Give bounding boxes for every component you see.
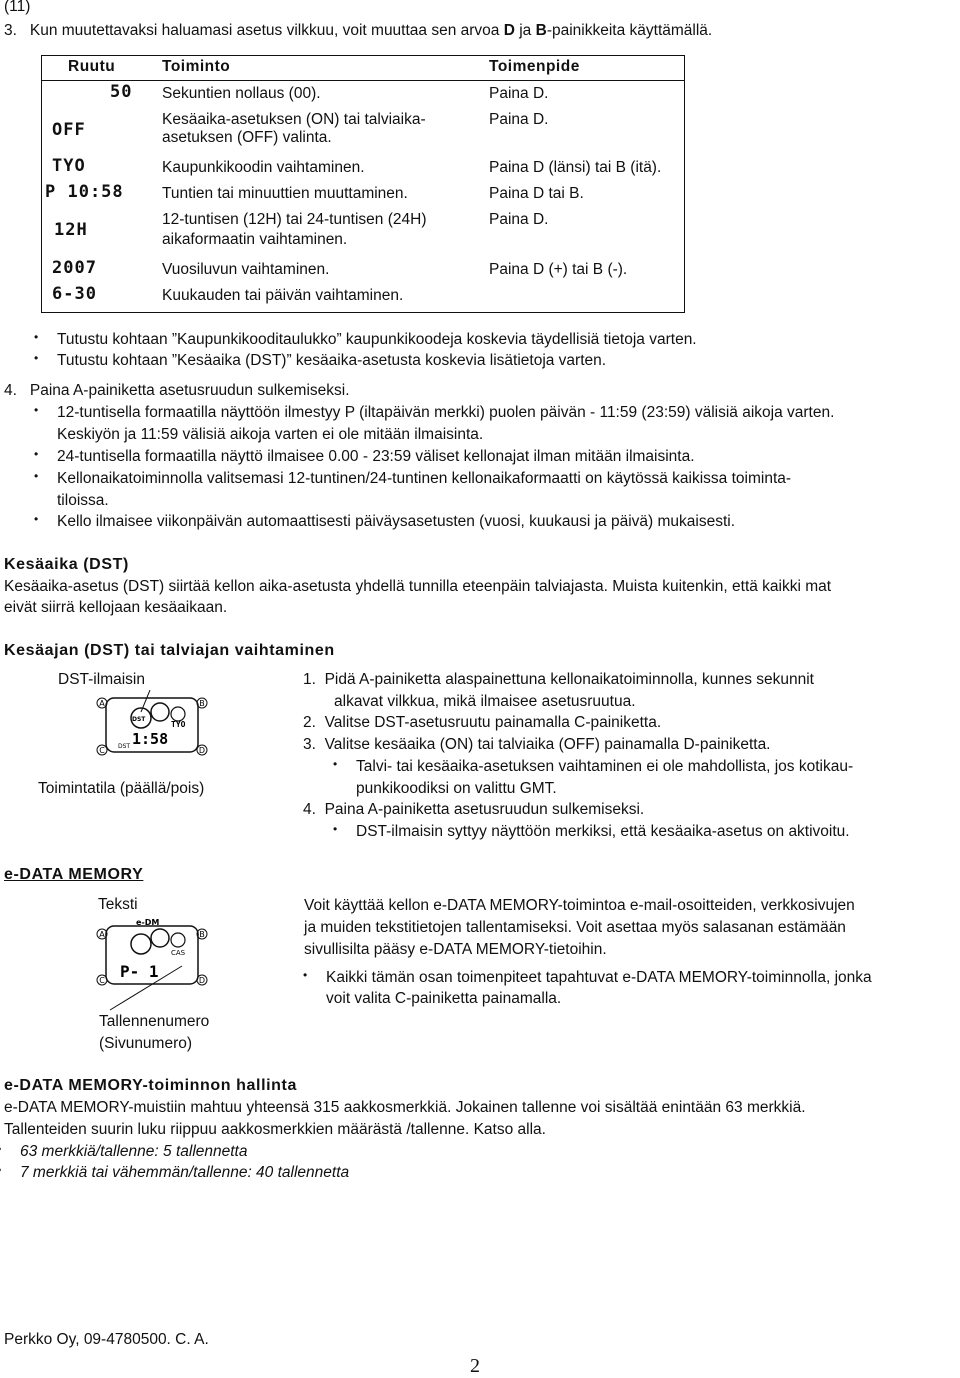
note-item: • 12-tuntisella formaatilla näyttöön ilmestyy P (iltapäivän merkki) puolen päivän - 11:59 (23:59) välisiä aikoja varten. xyxy=(57,404,834,422)
switch-note: • Talvi- tai kesäaika-asetuksen vaihtaminen ei ole mahdollista, jos kotikau- xyxy=(356,758,853,776)
header-ruutu: Ruutu xyxy=(68,58,116,75)
note-item: • Kello ilmaisee viikonpäivän automaattisesti päiväysasetusten (vuosi, kuukausi ja päivä) mukaisesti. xyxy=(57,513,735,531)
mgmt-item: • 7 merkkiä tai vähemmän/tallenne: 40 tallennetta xyxy=(20,1164,349,1182)
switch-step xyxy=(303,801,644,819)
button-c-label: C xyxy=(99,976,105,985)
step-number: 3. xyxy=(303,736,316,753)
mgmt-title: e-DATA MEMORY-toiminnon hallinta xyxy=(4,1077,297,1094)
lcd-display: 50 xyxy=(110,82,133,102)
row-action: Vuosiluvun vaihtaminen. xyxy=(162,261,330,278)
row-action: Sekuntien nollaus (00). xyxy=(162,85,321,102)
step-text: Paina A-painiketta asetusruudun sulkemiseksi. xyxy=(324,801,645,818)
step-4 xyxy=(4,382,350,400)
step-number: 1. xyxy=(303,671,316,688)
button-b-label: B xyxy=(199,699,205,708)
page-number: 2 xyxy=(470,1355,480,1377)
dst-line: eivät siirrä kellojaan kesäaikaan. xyxy=(4,599,228,616)
lcd-display: TYO xyxy=(52,156,86,176)
corner-label: (11) xyxy=(4,0,31,15)
step-text: Valitse kesäaika (ON) tai talviaika (OFF) painamalla D-painiketta. xyxy=(324,736,771,753)
button-c-label: C xyxy=(99,746,105,755)
edata-note-cont: voit valita C-painiketta painamalla. xyxy=(326,990,562,1007)
note-item: • Tutustu kohtaan ”Kesäaika (DST)” kesäaika-asetusta koskevia lisätietoja varten. xyxy=(57,352,606,370)
step-number: 4. xyxy=(4,382,17,399)
row-action: Kaupunkikoodin vaihtaminen. xyxy=(162,159,365,176)
switch-note: • DST-ilmaisin syttyy näyttöön merkiksi, että kesäaika-asetus on aktivoitu. xyxy=(356,823,850,841)
lcd-display: 12H xyxy=(54,220,88,240)
dst-line: Kesäaika-asetus (DST) siirtää kellon aika-asetusta yhdellä tunnilla eteenpäin talviajasta. Muista kuitenkin, että kaikki mat xyxy=(4,578,832,595)
watch-cas-text: CAS xyxy=(171,949,186,957)
switch-note-cont: punkikoodiksi on valittu GMT. xyxy=(356,780,557,797)
key-d: D xyxy=(503,22,515,39)
row-op: Paina D. xyxy=(489,111,549,128)
watch-city: TYO xyxy=(171,720,186,729)
row-action: Kesäaika-asetuksen (ON) tai talviaika- xyxy=(162,111,426,128)
step-text: Kun muutettavaksi haluamasi asetus vilkkuu, voit muuttaa sen arvoa xyxy=(29,22,504,39)
switch-step xyxy=(303,714,661,732)
row-action: Kuukauden tai päivän vaihtaminen. xyxy=(162,287,404,304)
edata-paragraph: ja muiden tekstitietojen tallentamiseksi. Voit asettaa myös salasanan estämään xyxy=(304,919,846,936)
header-toimenpide: Toimenpide xyxy=(489,58,580,75)
step-text-mid: ja xyxy=(514,22,536,39)
step-text-end: -painikkeita käyttämällä. xyxy=(546,22,713,39)
row-op: Paina D. xyxy=(489,85,549,102)
row-op: Paina D tai B. xyxy=(489,185,584,202)
row-action: Tuntien tai minuuttien muuttaminen. xyxy=(162,185,408,202)
page-label: (Sivunumero) xyxy=(99,1035,193,1052)
row-op: Paina D (länsi) tai B (itä). xyxy=(489,159,662,176)
dst-title: Kesäaika (DST) xyxy=(4,556,129,573)
header-divider xyxy=(42,80,684,81)
lcd-display: 6-30 xyxy=(52,284,97,304)
record-label: Tallennenumero xyxy=(99,1013,210,1030)
row-action: 12-tuntisen (12H) tai 24-tuntisen (24H) xyxy=(162,211,427,228)
header-toiminto: Toiminto xyxy=(162,58,231,75)
row-op: Paina D. xyxy=(489,211,549,228)
step-number: 4. xyxy=(303,801,316,818)
button-d-label: D xyxy=(198,976,206,985)
switch-step-cont: alkavat vilkkua, mikä ilmaisee asetusruutua. xyxy=(334,693,636,710)
note-continuation: tiloissa. xyxy=(57,492,109,509)
switch-step xyxy=(303,671,814,689)
button-a-label: A xyxy=(99,930,105,939)
settings-table xyxy=(41,55,685,313)
mgmt-line: Tallenteiden suurin luku riippuu aakkosmerkkien määrästä /tallenne. Katso alla. xyxy=(4,1121,546,1138)
note-continuation: Keskiyön ja 11:59 välisiä aikoja varten ei ole mitään ilmaisinta. xyxy=(57,426,484,443)
lcd-display: OFF xyxy=(52,120,86,140)
mgmt-line: e-DATA MEMORY-muistiin mahtuu yhteensä 315 aakkosmerkkiä. Jokainen tallenne voi sisältää enintään 63 merkkiä. xyxy=(4,1099,806,1116)
watch-sub: DST xyxy=(118,743,131,750)
text-label: Teksti xyxy=(98,896,138,913)
edata-paragraph: Voit käyttää kellon e-DATA MEMORY-toimintoa e-mail-osoitteiden, verkkosivujen xyxy=(304,897,855,914)
footer-company: Perkko Oy, 09-4780500. C. A. xyxy=(4,1331,209,1348)
step-text: Valitse DST-asetusruutu painamalla C-painiketta. xyxy=(324,714,662,731)
watch-dst-figure xyxy=(96,690,208,758)
switch-title: Kesäajan (DST) tai talviajan vaihtaminen xyxy=(4,642,335,659)
dst-indicator-label: DST-ilmaisin xyxy=(58,671,145,688)
edata-paragraph: sivullisilta pääsy e-DATA MEMORY-tietoihin. xyxy=(304,941,607,958)
step-text: Pidä A-painiketta alaspainettuna kellonaikatoiminnolla, kunnes sekunnit xyxy=(324,671,814,688)
button-b-label: B xyxy=(199,930,205,939)
step-number: 2. xyxy=(303,714,316,731)
watch-edm-text: e-DM xyxy=(136,918,160,927)
watch-time: 1:58 xyxy=(132,730,169,748)
watch-edata-figure xyxy=(96,914,208,1014)
button-a-label: A xyxy=(99,699,105,708)
watch-dst-text: DST xyxy=(132,716,146,723)
mode-label: Toimintatila (päällä/pois) xyxy=(38,780,205,797)
edata-title: e-DATA MEMORY xyxy=(4,866,144,883)
watch-page: P- 1 xyxy=(120,962,159,981)
mgmt-item: • 63 merkkiä/tallenne: 5 tallennetta xyxy=(20,1143,247,1161)
switch-step xyxy=(303,736,771,754)
row-op: Paina D (+) tai B (-). xyxy=(489,261,628,278)
row-action-2: aikaformaatin vaihtaminen. xyxy=(162,231,348,248)
button-d-label: D xyxy=(198,746,206,755)
row-action-2: asetuksen (OFF) valinta. xyxy=(162,129,332,146)
note-item: • Tutustu kohtaan ”Kaupunkikooditaulukko” kaupunkikoodeja koskevia täydellisiä tietoja varten. xyxy=(57,331,697,349)
lcd-display: P 10:58 xyxy=(45,182,124,202)
step-number: 3. xyxy=(4,22,17,39)
note-item: • 24-tuntisella formaatilla näyttö ilmaisee 0.00 - 23:59 väliset kellonajat ilman mitään ilmaisinta. xyxy=(57,448,695,466)
step-3 xyxy=(4,22,712,40)
edata-note: • Kaikki tämän osan toimenpiteet tapahtuvat e-DATA MEMORY-toiminnolla, jonka xyxy=(326,969,872,987)
note-item: • Kellonaikatoiminnolla valitsemasi 12-tuntinen/24-tuntinen kellonaikaformaatti on käytössä kaikissa toiminta- xyxy=(57,470,791,488)
key-b: B xyxy=(535,22,547,39)
step-text: Paina A-painiketta asetusruudun sulkemiseksi. xyxy=(29,382,350,399)
lcd-display: 2007 xyxy=(52,258,97,278)
